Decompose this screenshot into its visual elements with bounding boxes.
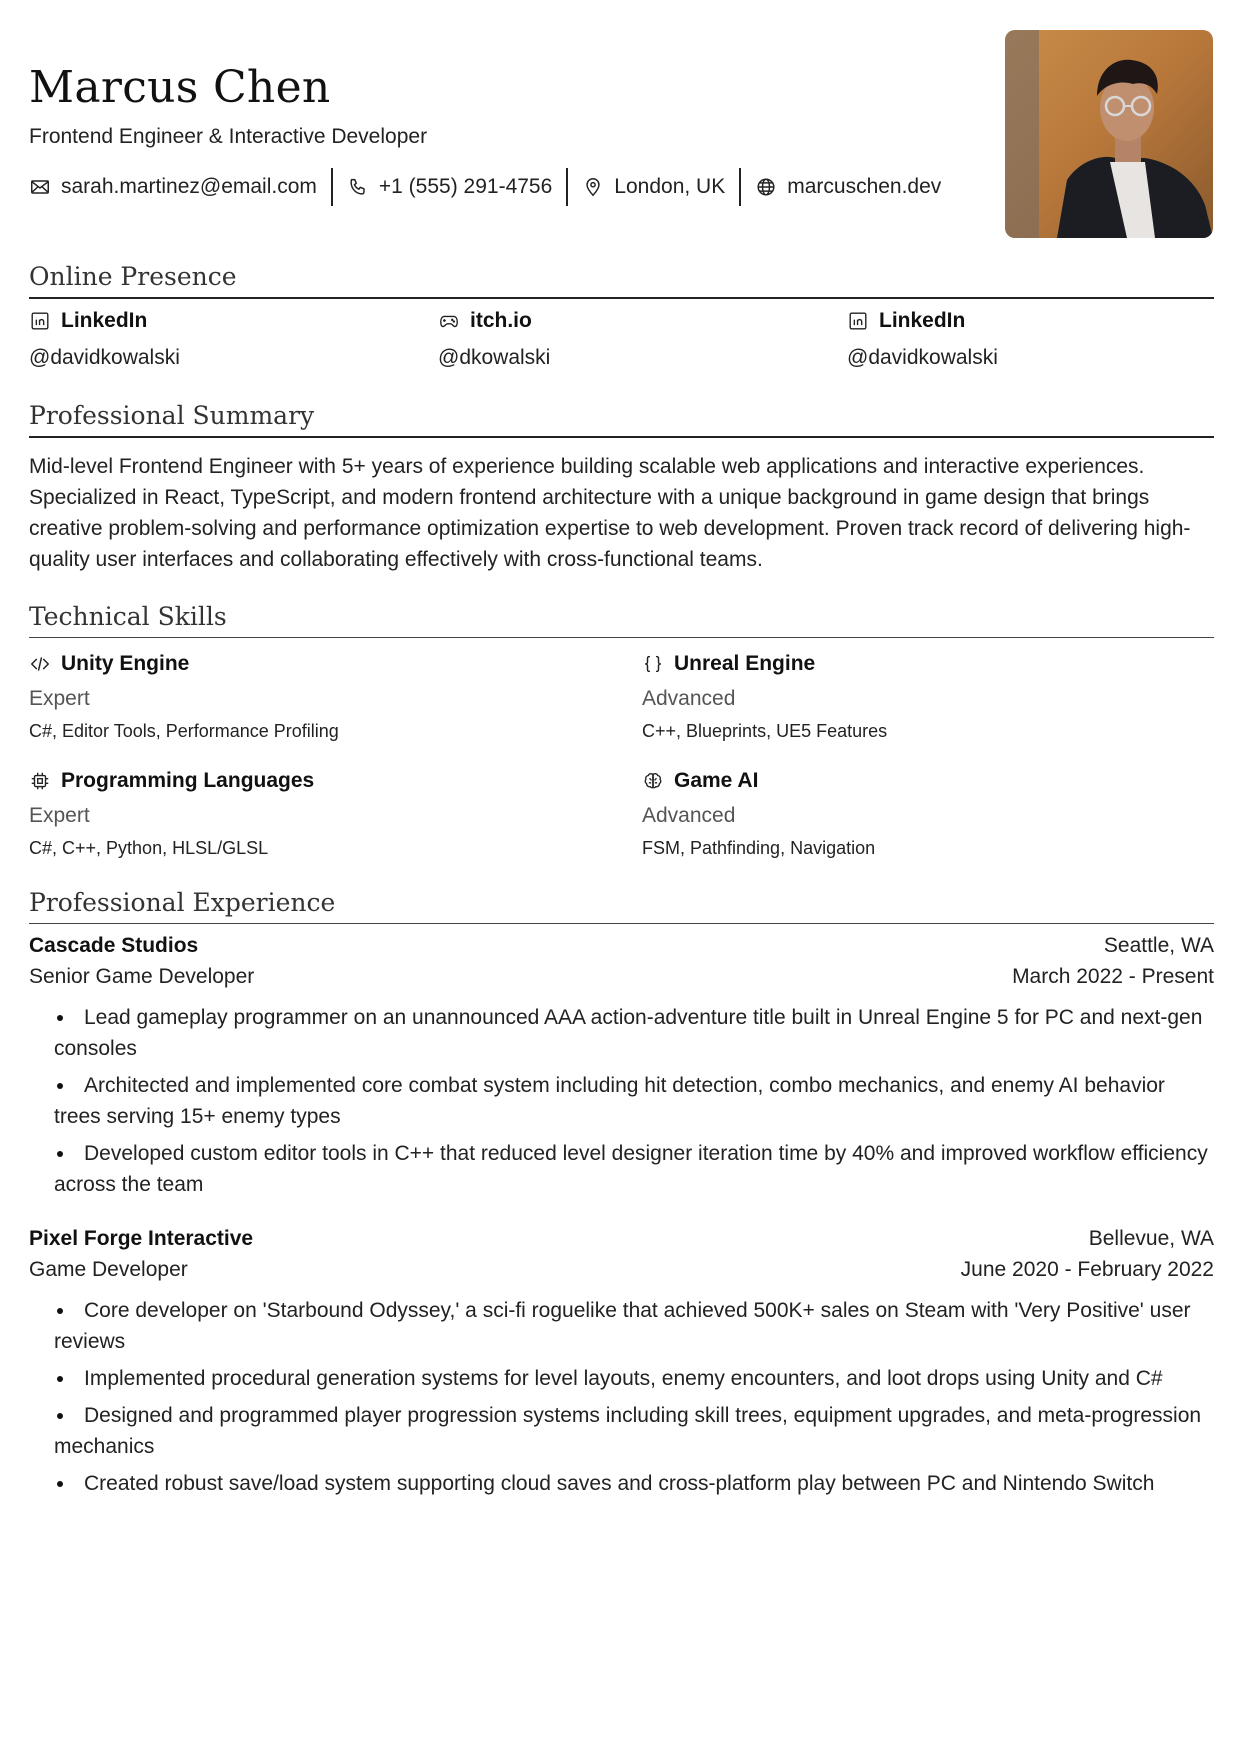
resume-page: [29, 0, 1214, 1754]
job-dates: June 2020 - February 2022: [960, 1258, 1214, 1281]
skill-level: Advanced: [642, 804, 736, 827]
summary-text: Mid-level Frontend Engineer with 5+ years of experience building scalable web applications and interactive experiences. Specialized in React, TypeScript, and modern frontend architecture with a unique background in game design that brings creative problem-solving and performance optimization expertise to web development. Proven track record of delivering high-quality user interfaces and collaborating effectively with cross-functional teams.: [29, 455, 1191, 571]
job-dates: March 2022 - Present: [1012, 965, 1214, 988]
job-entry-cascade-studios: [29, 934, 1214, 1206]
job-entry-pixel-forge: [29, 1227, 1214, 1505]
job-company: Cascade Studios: [29, 934, 199, 957]
experience-heading: Professional Experience: [29, 888, 1214, 924]
skill-item: [29, 766, 589, 858]
brain-icon: [642, 770, 664, 792]
presence-name: LinkedIn: [61, 309, 148, 332]
job-bullet: Lead gameplay programmer on an unannounced AAA action-adventure title built in Unreal Engine 5 for PC and next-gen consoles: [54, 1002, 1214, 1064]
job-location: Seattle, WA: [1103, 934, 1214, 957]
contact-location-text: London, UK: [614, 175, 726, 198]
contact-website-text: marcuschen.dev: [787, 175, 942, 198]
profile-photo: [1005, 30, 1213, 238]
job-role: Senior Game Developer: [29, 965, 255, 988]
contact-location: [566, 168, 739, 206]
job-bullet: Designed and programmed player progression systems including skill trees, equipment upgrades, and meta-progression mechanics: [54, 1400, 1214, 1462]
candidate-name: Marcus Chen: [29, 62, 331, 113]
location-pin-icon: [582, 176, 604, 198]
skill-name-text: Programming Languages: [61, 769, 315, 792]
skill-tools: FSM, Pathfinding, Navigation: [642, 838, 876, 858]
skill-level: Expert: [29, 804, 90, 827]
presence-item-linkedin[interactable]: [29, 306, 409, 369]
contact-phone[interactable]: [331, 168, 566, 206]
skill-level: Expert: [29, 687, 90, 710]
globe-icon: [755, 176, 777, 198]
cpu-icon: [29, 770, 51, 792]
skill-tools: C#, Editor Tools, Performance Profiling: [29, 721, 339, 741]
job-bullet: Architected and implemented core combat system including hit detection, combo mechanics, and enemy AI behavior trees serving 15+ enemy types: [54, 1070, 1214, 1132]
skill-item: [642, 766, 1202, 858]
job-bullet: Developed custom editor tools in C++ that reduced level designer iteration time by 40% and improved workflow efficiency across the team: [54, 1138, 1214, 1200]
presence-item-itchio[interactable]: [438, 306, 818, 369]
job-bullet: Core developer on 'Starbound Odyssey,' a sci-fi roguelike that achieved 500K+ sales on Steam with 'Very Positive' user reviews: [54, 1295, 1214, 1357]
skill-item: [642, 649, 1202, 741]
skill-item: [29, 649, 589, 741]
code-icon: [29, 653, 51, 675]
candidate-title: Frontend Engineer & Interactive Developer: [29, 125, 428, 148]
linkedin-icon: [847, 310, 869, 332]
online-presence-heading: Online Presence: [29, 262, 1214, 299]
job-bullet: Created robust save/load system supporting cloud saves and cross-platform play between PC and Nintendo Switch: [54, 1468, 1214, 1499]
skill-tools: C#, C++, Python, HLSL/GLSL: [29, 838, 269, 858]
skill-tools: C++, Blueprints, UE5 Features: [642, 721, 888, 741]
job-bullet-list: [29, 1295, 1214, 1499]
job-bullet: Implemented procedural generation systems for level layouts, enemy encounters, and loot drops using Unity and C#: [54, 1363, 1214, 1394]
presence-handle: @davidkowalski: [29, 346, 180, 369]
mail-icon: [29, 176, 51, 198]
presence-item-linkedin-2[interactable]: [847, 306, 1227, 369]
summary-heading: Professional Summary: [29, 401, 1214, 438]
braces-icon: [642, 653, 664, 675]
linkedin-icon: [29, 310, 51, 332]
contact-email-text: sarah.martinez@email.com: [61, 175, 317, 198]
job-role: Game Developer: [29, 1258, 188, 1281]
skills-heading: Technical Skills: [29, 602, 1214, 638]
gamepad-icon: [438, 310, 460, 332]
skill-name-text: Unity Engine: [61, 652, 190, 675]
skill-level: Advanced: [642, 687, 736, 710]
contact-email[interactable]: [29, 168, 331, 206]
contact-website[interactable]: [739, 168, 955, 206]
job-company: Pixel Forge Interactive: [29, 1227, 254, 1250]
job-location: Bellevue, WA: [1088, 1227, 1214, 1250]
presence-handle: @davidkowalski: [847, 346, 998, 369]
job-bullet-list: [29, 1002, 1214, 1200]
contact-phone-text: +1 (555) 291-4756: [378, 175, 553, 198]
skill-name-text: Unreal Engine: [674, 652, 816, 675]
skill-name-text: Game AI: [674, 769, 759, 792]
presence-handle: @dkowalski: [438, 346, 551, 369]
presence-name: itch.io: [470, 309, 532, 332]
contact-bar: [29, 168, 955, 206]
presence-name: LinkedIn: [879, 309, 966, 332]
phone-icon: [347, 176, 369, 198]
